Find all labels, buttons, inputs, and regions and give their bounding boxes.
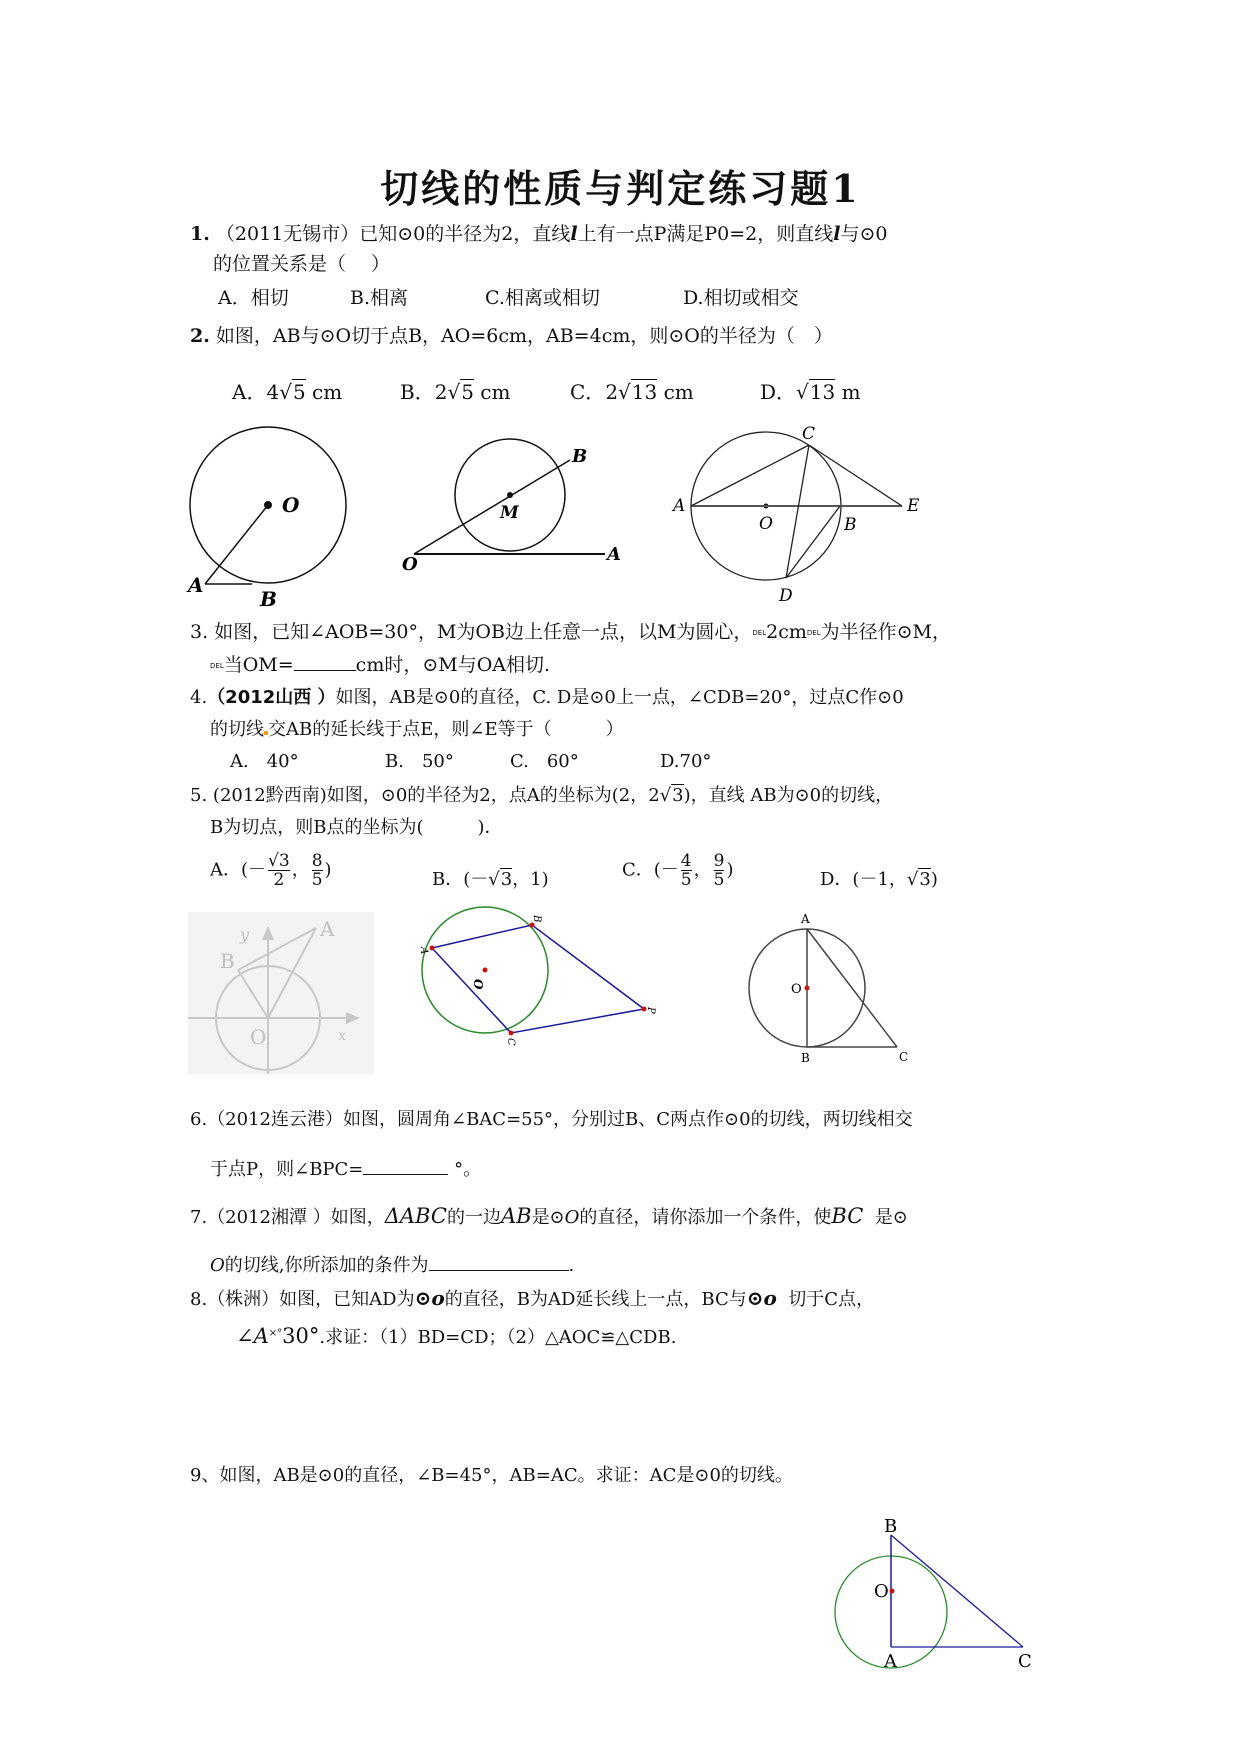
- fig3-label-c: C: [802, 424, 816, 444]
- q5-option-d: D．(－1，√3): [820, 869, 938, 890]
- page-title: 切线的性质与判定练习题1: [380, 166, 861, 211]
- figure-4: [188, 912, 374, 1074]
- q1-number: 1.: [190, 223, 210, 245]
- fig5-polygon-abpc: [432, 925, 644, 1033]
- q6-line2: 于点P，则∠BPC= °。: [210, 1156, 481, 1182]
- question-5: 5. (2012黔西南)如图，⊙0的半径为2，点A的坐标为(2，2√3)，直线 AB为⊙0的切线，: [190, 785, 894, 806]
- q3-number: 3.: [190, 621, 209, 643]
- fig7-label-a: A: [884, 1651, 897, 1672]
- figure-5: [415, 905, 655, 1055]
- q1-option-b: B.相离: [350, 287, 409, 309]
- fig3-label-d: D: [779, 586, 793, 606]
- fig2-label-m: M: [500, 503, 519, 523]
- q2-text: 如图，AB与⊙O切于点B，AO=6cm，AB=4cm，则⊙O的半径为（ ）: [215, 325, 833, 347]
- q4-line2: 的切线 交AB的延长线于点E，则∠E等于（ ）: [210, 719, 624, 740]
- fig7-label-b: B: [884, 1516, 898, 1537]
- fig1-label-o: O: [282, 493, 300, 517]
- svg-text:y: y: [240, 925, 250, 944]
- q3-answer-blank[interactable]: [294, 652, 356, 671]
- q4-option-d: D.70°: [660, 751, 712, 772]
- svg-text:O: O: [791, 982, 802, 997]
- q4-text: 如图，AB是⊙0的直径，C. D是⊙0上一点，∠CDB=20°，过点C作⊙0: [335, 687, 904, 708]
- fig7-label-o: O: [874, 1581, 889, 1602]
- q5-option-b: B．(－√3，1): [432, 869, 549, 890]
- q1-line-l: l: [570, 223, 578, 245]
- figure-7: [820, 1500, 1060, 1680]
- fig6-center-dot: [805, 986, 810, 991]
- q2-number: 2.: [190, 325, 210, 347]
- svg-text:C: C: [899, 1050, 909, 1064]
- fig7-center-dot: [890, 1589, 895, 1594]
- q7-answer-blank[interactable]: [429, 1252, 569, 1271]
- q7-line2: O的切线,你所添加的条件为 .: [210, 1252, 574, 1278]
- fig7-segment-bc: [891, 1535, 1023, 1647]
- q5-option-c: C．(－ $\frac{4}{5}$ ， $\frac{9}{5}$ ): [622, 851, 734, 890]
- q6-answer-blank[interactable]: [363, 1156, 448, 1175]
- svg-text:A: A: [320, 917, 335, 941]
- fig6-segment-ac: [807, 929, 897, 1047]
- q1-text-a: （2011无锡市）已知⊙0的半径为2，直线: [215, 223, 571, 245]
- question-2: [190, 324, 833, 348]
- figure-1: [180, 425, 380, 615]
- figure-3: [670, 425, 930, 605]
- q5-number: 5.: [190, 785, 208, 806]
- svg-text:B: B: [220, 949, 235, 973]
- svg-text:x: x: [338, 1028, 346, 1044]
- fig3-label-a: A: [673, 496, 686, 516]
- svg-text:C: C: [505, 1038, 516, 1046]
- fig1-label-a: A: [188, 573, 204, 597]
- svg-text:A: A: [418, 947, 429, 955]
- fig3-label-e: E: [907, 496, 920, 516]
- question-9: 9、如图，AB是⊙0的直径，∠B=45°，AB=AC。求证：AC是⊙0的切线。: [190, 1465, 793, 1486]
- question-3: 3. 如图，已知∠AOB=30°，M为OB边上任意一点，以M为圆心，DEL2cmDEL为半径作⊙M，: [190, 621, 951, 643]
- fig3-label-o: O: [759, 514, 773, 534]
- fig2-label-b: B: [572, 446, 588, 467]
- q3-text-b: 为半径作⊙M，: [820, 621, 951, 643]
- fig2-label-o: O: [402, 554, 418, 575]
- fig2-label-a: A: [607, 544, 621, 565]
- fig3-chord-ac: [691, 445, 809, 506]
- fig5-center-dot: [483, 968, 488, 973]
- fig1-segment-ao: [205, 505, 268, 584]
- svg-text:O: O: [250, 1025, 267, 1049]
- q4-number: 4.: [190, 687, 208, 708]
- svg-text:B: B: [801, 1051, 810, 1065]
- fig7-label-c: C: [1018, 1651, 1032, 1672]
- q1-option-d: D.相切或相交: [683, 287, 799, 309]
- q1-option-c: C.相离或相切: [485, 287, 600, 309]
- q1-line2: 的位置关系是（ ）: [213, 253, 391, 275]
- q8-line2: ∠A×°30°.求证：（1）BD=CD；（2）△AOC≌△CDB.: [236, 1324, 677, 1348]
- q1-line-l2: l: [833, 223, 841, 245]
- svg-text:P: P: [645, 1007, 656, 1014]
- figure-2: [400, 440, 630, 580]
- q1-text-c: 与⊙0: [840, 223, 888, 245]
- question-4: [190, 686, 904, 710]
- fig3-tangent-ce: [809, 445, 902, 506]
- q2-option-a: A．4√5 cm: [232, 380, 343, 404]
- q3-line2: DEL当OM= cm时，⊙M与OA相切.: [210, 654, 551, 676]
- q4-option-b: B. 50°: [385, 751, 454, 772]
- svg-text:B: B: [531, 915, 542, 923]
- question-6: 6.（2012连云港）如图，圆周角∠BAC=55°，分别过B、C两点作⊙0的切线，两切线相交: [190, 1109, 913, 1130]
- q4-option-c: C. 60°: [510, 751, 579, 772]
- question-1: [190, 222, 887, 246]
- q3-text-a: 如图，已知∠AOB=30°，M为OB边上任意一点，以M为圆心，: [214, 621, 753, 643]
- question-7: 7.（2012湘潭 ）如图，ΔABC的一边AB是⊙O的直径，请你添加一个条件，使BC 是⊙: [190, 1204, 908, 1228]
- question-8: 8.（株洲）如图，已知AD为⊙o的直径，B为AD延长线上一点，BC与⊙o 切于C点，: [190, 1286, 875, 1310]
- fig2-ray-ob: [414, 460, 570, 554]
- q1-option-a: A．相切: [218, 287, 289, 309]
- q2-option-b: B．2√5 cm: [400, 380, 511, 404]
- fig3-chord-cd: [786, 445, 809, 578]
- q5-line2: B为切点，则B点的坐标为( )．: [210, 817, 503, 838]
- fig1-label-b: B: [260, 587, 277, 611]
- fig3-label-b: B: [844, 515, 857, 535]
- svg-text:O: O: [471, 979, 485, 990]
- q5-option-a: A．(－ $\frac{√3}{2}$ ， $\frac{8}{5}$ ): [210, 851, 332, 890]
- q1-text-b: 上有一点P满足P0=2，则直线: [577, 223, 834, 245]
- q4-option-a: A. 40°: [230, 751, 299, 772]
- q2-option-c: C．2√13 cm: [570, 380, 694, 404]
- svg-text:A: A: [801, 912, 810, 926]
- q4-source: （2012山西 ）: [207, 687, 336, 708]
- q2-option-d: D．√13 m: [760, 380, 861, 404]
- figure-6: [735, 905, 910, 1065]
